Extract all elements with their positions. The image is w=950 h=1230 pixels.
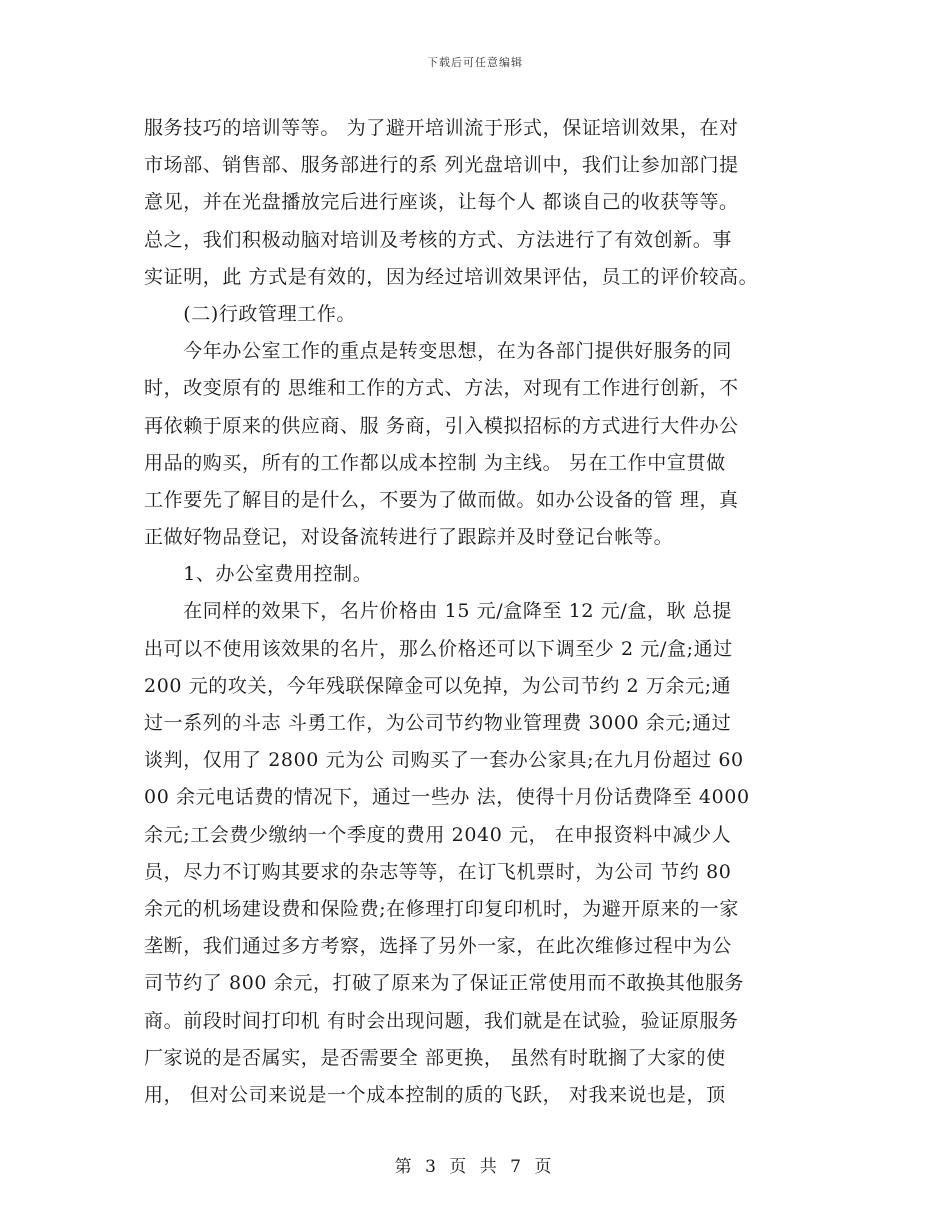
text-line: 正做好物品登记，对设备流转进行了跟踪并及时登记台帐等。 [144,526,674,549]
text-line: 工作要先了解目的是什么，不要为了做而做。如办公设备的管 理，真 [144,488,739,511]
text-line: 商。前段时间打印机 有时会出现问题，我们就是在试验，验证原服务 [144,1009,739,1032]
page-number: 第 3 页 共 7 页 [394,1157,556,1177]
text-line: 用品的购买，所有的工作都以成本控制 为主线。 另在工作中宣贯做 [144,451,726,474]
text-line: 实证明，此 方式是有效的，因为经过培训效果评估，员工的评价较高。 [144,265,759,288]
text-line: 过一系列的斗志 斗勇工作，为公司节约物业管理费 3000 余元;通过 [144,712,732,734]
text-line: 服务技巧的培训等等。 为了避开培训流于形式，保证培训效果，在对 [144,117,739,139]
text-line: 200 元的攻关，今年残联保障金可以免掉，为公司节约 2 万余元;通 [144,674,732,697]
text-line: 出可以不使用该效果的名片，那么价格还可以下调至少 2 元/盒;通过 [144,637,733,660]
text-line: 在同样的效果下，名片价格由 15 元/盒降至 12 元/盒，耿 总提 [144,600,732,623]
text-line: 意见，并在光盘播放完后进行座谈，让每个人 都谈自己的收获等等。 [144,191,739,214]
text-line: 今年办公室工作的重点是转变思想，在为各部门提供好服务的同 [144,340,733,363]
body-text [144,110,824,1114]
text-line: 再依赖于原来的供应商、服 务商，引入模拟招标的方式进行大件办公 [144,414,739,437]
text-line: 厂家说的是否属实，是否需要全 部更换， 虽然有时耽搁了大家的使 [144,1046,726,1069]
text-line: 余元的机场建设费和保险费;在修理打印复印机时，为避开原来的一家 [144,897,740,920]
section-heading: (二)行政管理工作。 [144,302,357,325]
text-line: 用， 但对公司来说是一个成本控制的质的飞跃， 对我来说也是，顶 [144,1083,726,1106]
text-line: 时，改变原有的 思维和工作的方式、方法，对现有工作进行创新，不 [144,377,739,400]
text-line: 司节约了 800 余元，打破了原来为了保证正常使用而不敢换其他服务 [144,972,745,995]
text-line: 垄断，我们通过多方考察，选择了另外一家，在此次维修过程中为公 [144,935,733,958]
text-line: 员，尽力不订购其要求的杂志等等，在订飞机票时，为公司 节约 80 [144,860,732,883]
text-line: 总之，我们积极动脑对培训及考核的方式、方法进行了有效创新。事 [144,228,733,251]
text-line: 00 余元电话费的情况下，通过一些办 法，使得十月份话费降至 4000 [144,786,750,809]
text-line: 市场部、销售部、服务部进行的系 列光盘培训中，我们让参加部门提 [144,154,739,177]
subsection-heading: 1、办公室费用控制。 [144,563,373,586]
page-header: 下载后可任意编辑 [427,56,523,69]
text-line: 谈判，仅用了 2800 元为公 司购买了一套办公家具;在九月份超过 60 [144,749,744,772]
text-line: 余元;工会费少缴纳一个季度的费用 2040 元， 在申报资料中减少人 [144,823,732,846]
